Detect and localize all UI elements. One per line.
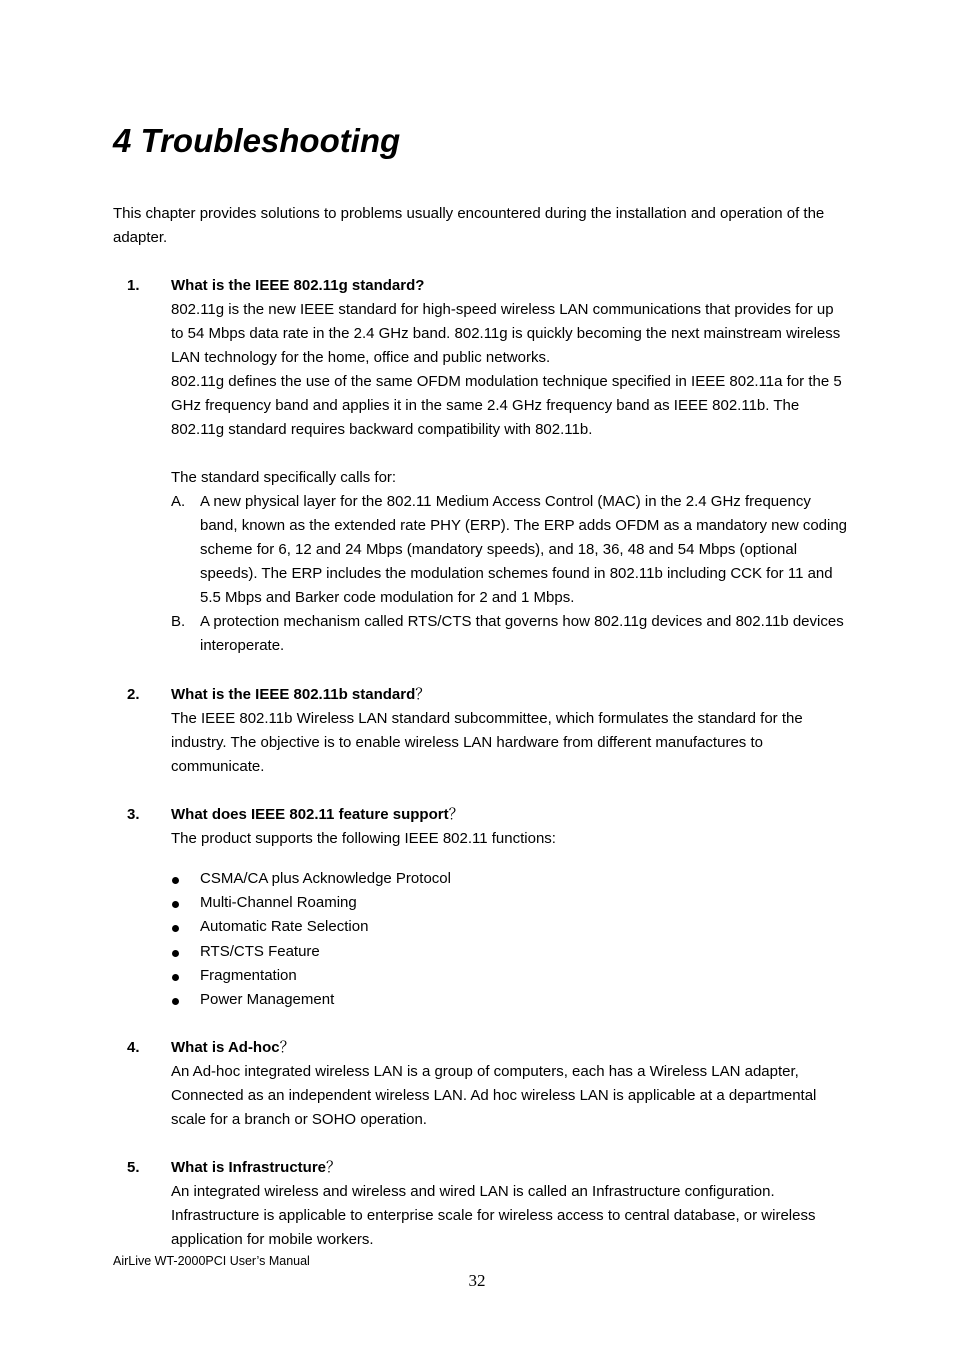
faq-number: 2. <box>127 686 140 703</box>
chapter-intro: This chapter provides solutions to problems usually encountered during the installation and operation of the adapter. <box>113 205 825 246</box>
list-letter: B. <box>171 613 186 630</box>
question-mark: ？ <box>415 686 431 703</box>
list-item: CSMA/CA plus Acknowledge Protocol <box>171 867 847 891</box>
faq-question: What is the IEEE 802.11g standard? <box>171 277 425 294</box>
faq-answer-paragraph: The product supports the following IEEE 802.11 functions: <box>171 830 556 847</box>
standard-calls-intro: The standard specifically calls for: <box>171 469 397 486</box>
list-item: Multi-Channel Roaming <box>171 891 847 915</box>
manual-footer: AirLive WT-2000PCI User’s Manual <box>113 1254 310 1268</box>
bullet-icon <box>172 901 179 908</box>
list-item: Automatic Rate Selection <box>171 915 847 939</box>
faq-number: 5. <box>127 1159 140 1176</box>
faq-question: What is Infrastructure？ <box>171 1159 342 1176</box>
faq-question: What is Ad-hoc？ <box>171 1039 295 1056</box>
list-item: Fragmentation <box>171 964 847 988</box>
faq-answer-paragraph: An Ad-hoc integrated wireless LAN is a group of computers, each has a Wireless LAN adapter, Connected as an independent wireless LAN. Ad hoc wireless LAN is applicable at a departmental scale for a branch or SOHO operation. <box>171 1063 817 1128</box>
page-number: 32 <box>468 1271 486 1290</box>
question-mark: ？ <box>326 1159 342 1176</box>
faq-number: 1. <box>127 277 140 294</box>
faq-answer-paragraph: The IEEE 802.11b Wireless LAN standard subcommittee, which formulates the standard for the industry. The objective is to enable wireless LAN hardware from different manufactures to communicate. <box>171 710 803 775</box>
list-letter: A. <box>171 493 186 510</box>
faq-answer-paragraph: 802.11g is the new IEEE standard for high-speed wireless LAN communications that provides for up to 54 Mbps data rate in the 2.4 GHz band. 802.11g is quickly becoming the next mainstream wireless LAN technology for the home, office and public networks. <box>171 301 841 366</box>
bullet-icon <box>172 877 179 884</box>
faq-number: 3. <box>127 806 140 823</box>
bullet-icon <box>172 998 179 1005</box>
faq-item-5 <box>127 1156 847 1252</box>
faq-item-1 <box>127 274 847 658</box>
bullet-icon <box>172 974 179 981</box>
list-item: RTS/CTS Feature <box>171 940 847 964</box>
faq-question: What is the IEEE 802.11b standard？ <box>171 686 431 703</box>
question-mark: ？ <box>448 806 464 823</box>
faq-item-4 <box>127 1036 847 1132</box>
bullet-icon <box>172 950 179 957</box>
faq-number: 4. <box>127 1039 140 1056</box>
faq-answer-paragraph: An integrated wireless and wireless and wired LAN is called an Infrastructure configuration. Infrastructure is applicable to enterprise scale for wireless access to central database, or wireless application for mobile workers. <box>171 1183 816 1248</box>
list-item-text: A new physical layer for the 802.11 Medium Access Control (MAC) in the 2.4 GHz frequency band, known as the extended rate PHY (ERP). The ERP adds OFDM as a mandatory new coding scheme for 6, 12 and 24 Mbps (mandatory speeds), and 18, 36, 48 and 54 Mbps (optional speeds). The ERP includes the modulation schemes found in 802.11b including CCK for 11 and 5.5 Mbps and Barker code modulation for 2 and 1 Mbps. <box>200 493 848 606</box>
faq-item-2 <box>127 683 847 779</box>
list-item <box>171 610 847 658</box>
bullet-icon <box>172 925 179 932</box>
faq-item-3 <box>127 803 847 1012</box>
list-item: Power Management <box>171 988 847 1012</box>
chapter-title: 4 Troubleshooting <box>113 122 401 159</box>
faq-answer-paragraph: 802.11g defines the use of the same OFDM modulation technique specified in IEEE 802.11a for the 5 GHz frequency band and applies it in the same 2.4 GHz frequency band as IEEE 802.11b. The 802.11g standard requires backward compatibility with 802.11b. <box>171 373 842 438</box>
list-item-text: A protection mechanism called RTS/CTS that governs how 802.11g devices and 802.11b devices interoperate. <box>200 613 844 654</box>
list-item <box>171 490 847 610</box>
faq-question: What does IEEE 802.11 feature support？ <box>171 806 464 823</box>
lettered-list <box>171 490 847 658</box>
question-mark: ？ <box>279 1039 295 1056</box>
feature-bullet-list <box>171 867 847 1012</box>
